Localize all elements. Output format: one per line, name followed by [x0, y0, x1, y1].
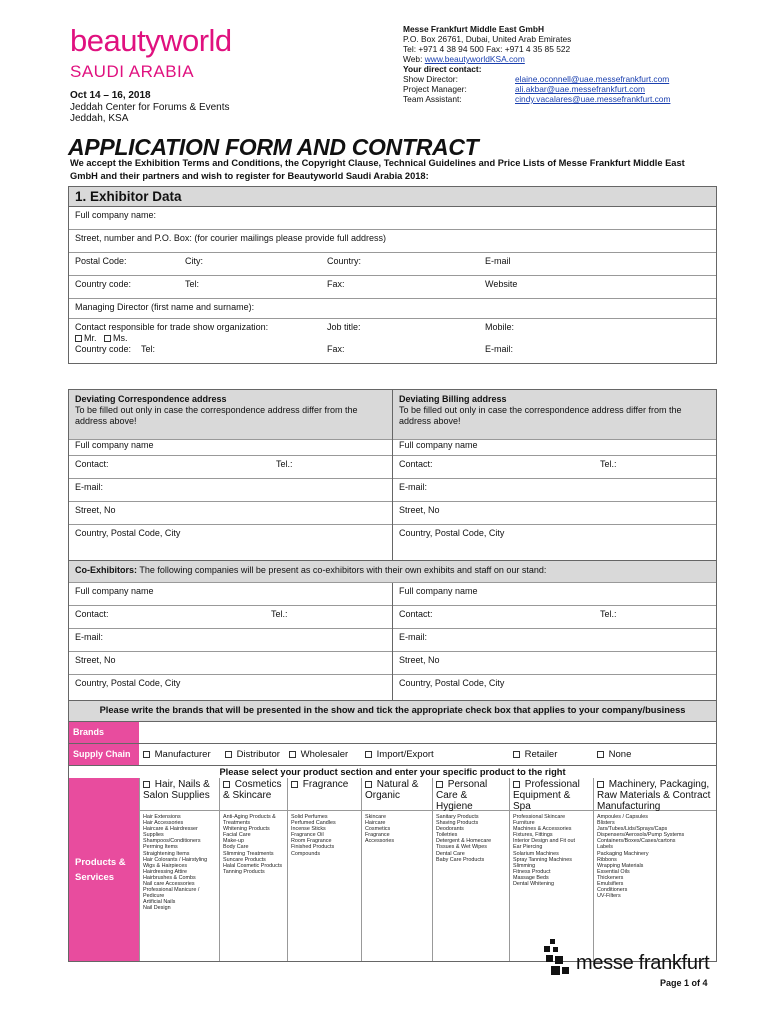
bill-tel-label: Tel.:	[600, 459, 617, 469]
products-services-grid	[69, 778, 716, 961]
organizer-info	[403, 24, 703, 104]
brands-row	[69, 722, 716, 744]
street-field[interactable]	[69, 230, 716, 253]
mobile-field[interactable]	[479, 319, 520, 358]
beautyworld-logo	[70, 23, 232, 82]
website-field[interactable]: Website	[485, 279, 518, 289]
section-items: Ampoules / Capsules Blisters Jars/Tubes/Lids/Sprays/Caps Dispensers/Aerosols/Pump Systems Containers/Boxes/Cases/cartons Labels Packaging Machinery Ribbons Wrapping Materials Essential Oils Thickeners Emulsifiers Conditioners UV-Filters	[597, 814, 685, 900]
job-title-label: Job title:	[327, 322, 361, 332]
section-title-text: Professional Equipment & Spa	[513, 779, 580, 812]
cx1-street-label: Street, No	[75, 655, 116, 665]
products-services-label	[69, 778, 139, 961]
checkbox-icon[interactable]	[143, 781, 150, 788]
organizer-address: P.O. Box 26761, Dubai, United Arab Emirates	[403, 34, 572, 44]
cx2-country-label: Country, Postal Code, City	[399, 678, 505, 688]
corr-full-name-field[interactable]	[69, 440, 392, 456]
intro-text: We accept the Exhibition Terms and Conditions, the Copyright Clause, Technical Guidelines and Price Lists of Messe Frankfurt Middle East GmbH and their partners and wish to register for Beautyworld Saudi Arabia 2018:	[70, 158, 685, 181]
country-code-field[interactable]: Country code:	[75, 279, 132, 289]
managing-director-field[interactable]	[69, 299, 716, 319]
corr-contact-row[interactable]	[69, 456, 392, 479]
deviating-correspondence	[69, 390, 393, 565]
corr-street-label: Street, No	[75, 505, 116, 515]
cx1-contact-label: Contact:	[75, 609, 109, 619]
section-title-text: Fragrance	[302, 779, 349, 790]
corr-email-label: E-mail:	[75, 482, 104, 492]
supply-option-wholesaler[interactable]	[285, 744, 361, 765]
section-items: Skincare Haircare Cosmetics Fragrance Accessories	[365, 814, 395, 845]
billing-header	[393, 390, 716, 440]
checkbox-icon[interactable]	[143, 751, 150, 758]
section-items: Anti-Aging Products & Treatments Whitening Products Facial Care Make-up Body Care Slimming Treatments Suncare Products Halal Cosmetic Products Tanning Products	[223, 814, 283, 875]
messe-frankfurt-text: messe frankfurt	[576, 952, 710, 974]
bill-email-field[interactable]	[393, 479, 716, 502]
deviating-billing	[393, 390, 716, 565]
supply-option-label: None	[608, 749, 632, 760]
supply-option-label: Retailer	[524, 749, 558, 760]
cx1-street-field[interactable]	[69, 652, 392, 675]
section-cosmetics[interactable]	[219, 778, 287, 961]
cx2-email-field[interactable]	[393, 629, 716, 652]
cx1-email-field[interactable]	[69, 629, 392, 652]
bill-email-label: E-mail:	[399, 482, 428, 492]
cx2-tel-label: Tel.:	[600, 609, 617, 619]
corr-tel-label: Tel.:	[276, 459, 293, 469]
bill-country-field[interactable]	[393, 525, 716, 565]
section-items: Professional Skincare Furniture Machines & Accessories Fixtures, Fittings Interior Design and Fit out Ear Piercing Solarium Machines Spray Tanning Machines Slimming Fitness Product Massage Beds Dental Whitening	[513, 814, 576, 888]
section-items: Solid Perfumes Perfumed Candles Incense Sticks Fragrance Oil Room Fragrance Finished Products Compounds	[291, 814, 336, 857]
section-title	[362, 778, 432, 811]
contact-email-link[interactable]: cindy.vacalares@uae.messefrankfurt.com	[515, 94, 671, 104]
supply-option-manufacturer[interactable]	[139, 744, 221, 765]
section-title	[140, 778, 219, 811]
deviating-columns	[69, 390, 716, 565]
exhibitor-data-heading: 1. Exhibitor Data	[69, 187, 716, 207]
ms-label: Ms.	[113, 333, 128, 343]
job-title-field[interactable]	[321, 319, 479, 358]
country-code-tel-row	[75, 344, 315, 355]
fax-field[interactable]: Fax:	[327, 279, 345, 289]
event-info	[70, 90, 230, 125]
cx2-street-field[interactable]	[393, 652, 716, 675]
company-name-label: Full company name:	[75, 210, 157, 220]
page-number: Page 1 of 4	[660, 978, 708, 988]
products-label-line-2: Services	[75, 871, 115, 883]
managing-director-label: Managing Director (first name and surname):	[75, 302, 255, 312]
contact-row	[403, 84, 703, 94]
trade-contact-field[interactable]	[69, 319, 321, 358]
billing-desc: To be filled out only in case the correspondence address differ from the address above!	[399, 405, 682, 426]
contact-row	[403, 74, 703, 84]
cx2-country-field[interactable]	[393, 675, 716, 701]
co-exhibitors-header	[69, 561, 716, 583]
cx2-full-name-label: Full company name	[399, 586, 478, 596]
corr-street-field[interactable]	[69, 502, 392, 525]
section-title	[594, 778, 716, 811]
correspondence-desc: To be filled out only in case the correspondence address differ from the address above!	[75, 405, 358, 426]
section-title	[433, 778, 509, 811]
cx1-full-name-label: Full company name	[75, 586, 154, 596]
phone-row	[69, 276, 716, 299]
co-exhibitors-section	[68, 560, 717, 702]
co-exhibitor-columns	[69, 583, 716, 701]
co-exhibitor-2	[393, 583, 716, 701]
section-natural-organic[interactable]	[361, 778, 432, 961]
organizer-tel-fax: Tel: +971 4 38 94 500 Fax: +971 4 35 85 522	[403, 44, 571, 54]
mr-label: Mr.	[84, 333, 97, 343]
corr-email-field[interactable]	[69, 479, 392, 502]
corr-country-label: Country, Postal Code, City	[75, 528, 181, 538]
checkbox-icon[interactable]	[365, 751, 372, 758]
country-field[interactable]: Country:	[327, 256, 362, 266]
corr-contact-label: Contact:	[75, 459, 109, 469]
products-heading: Please write the brands that will be presented in the show and tick the appropriate check box that applies to your company/business	[69, 701, 716, 722]
section-title-text: Cosmetics & Skincare	[223, 779, 282, 801]
co-exhibitors-label: Co-Exhibitors:	[75, 565, 137, 575]
section-professional-equipment[interactable]	[509, 778, 593, 961]
ms-checkbox[interactable]	[104, 335, 111, 342]
supply-option-label: Wholesaler	[300, 749, 349, 760]
email-field[interactable]: E-mail	[485, 256, 511, 266]
country-code-label-2: Country code:	[75, 344, 132, 354]
bill-full-name-label: Full company name	[399, 440, 478, 450]
salutation-options	[75, 333, 315, 344]
page-title: APPLICATION FORM AND CONTRACT	[68, 134, 479, 160]
brands-label: Brands	[69, 722, 139, 743]
cx2-contact-label: Contact:	[399, 609, 433, 619]
cx2-street-label: Street, No	[399, 655, 440, 665]
correspondence-title: Deviating Correspondence address	[75, 394, 227, 404]
section-machinery-packaging[interactable]	[593, 778, 716, 961]
checkbox-icon[interactable]	[365, 781, 372, 788]
postal-row	[69, 253, 716, 276]
section-title-text: Hair, Nails & Salon Supplies	[143, 779, 210, 801]
supply-option-label: Import/Export	[376, 749, 434, 760]
supply-option-retailer[interactable]	[509, 744, 593, 765]
contact-role: Show Director:	[403, 74, 458, 84]
checkbox-icon[interactable]	[513, 781, 520, 788]
cx2-email-label: E-mail:	[399, 632, 428, 642]
trade-contact-label: Contact responsible for trade show organization:	[75, 322, 269, 332]
tel-label-2: Tel:	[141, 344, 156, 354]
city-field[interactable]: City:	[185, 256, 203, 266]
checkbox-icon[interactable]	[597, 781, 604, 788]
supply-chain-row	[69, 744, 716, 766]
checkbox-icon[interactable]	[225, 751, 232, 758]
trade-contact-row	[69, 319, 716, 363]
section-items: Sanitary Products Shaving Products Deodorants Toiletries Detergent & Homecare Tissues & Wet Wipes Dental Care Baby Care Products	[436, 814, 492, 863]
section-title	[288, 778, 361, 811]
section-title-text: Machinery, Packaging, Raw Materials & Contract Manufacturing	[597, 779, 711, 812]
bill-full-name-field[interactable]	[393, 440, 716, 456]
checkbox-icon[interactable]	[223, 781, 230, 788]
bill-street-field[interactable]	[393, 502, 716, 525]
mobile-label: Mobile:	[485, 322, 515, 332]
cx1-tel-label: Tel.:	[271, 609, 288, 619]
logo-main-text: beautyworld	[70, 23, 232, 58]
contact-role: Team Assistant:	[403, 94, 462, 104]
bill-country-label: Country, Postal Code, City	[399, 528, 505, 538]
mr-checkbox[interactable]	[75, 335, 82, 342]
web-label: Web:	[403, 54, 423, 64]
contact-email-link[interactable]: elaine.oconnell@uae.messefrankfurt.com	[515, 74, 670, 84]
checkbox-icon[interactable]	[513, 751, 520, 758]
cx2-contact-row[interactable]	[393, 606, 716, 629]
organizer-name: Messe Frankfurt Middle East GmbH	[403, 24, 545, 34]
checkbox-icon[interactable]	[597, 751, 604, 758]
section-hair-nails[interactable]	[139, 778, 219, 961]
co-exhibitors-text: The following companies will be present as co-exhibitors with their own exhibits and staff on our stand:	[137, 565, 547, 575]
contact-email-link[interactable]: ali.akbar@uae.messefrankfurt.com	[515, 84, 645, 94]
section-title	[510, 778, 593, 811]
supply-chain-label: Supply Chain	[69, 744, 139, 765]
cx1-email-label: E-mail:	[75, 632, 104, 642]
supply-option-label: Manufacturer	[154, 749, 211, 760]
deviating-address-section	[68, 389, 717, 566]
cx1-full-name-field[interactable]	[69, 583, 392, 606]
company-name-field[interactable]	[69, 207, 716, 230]
section-title-text: Natural & Organic	[365, 779, 419, 801]
correspondence-header	[69, 390, 392, 440]
cx1-country-field[interactable]	[69, 675, 392, 701]
contact-role: Project Manager:	[403, 84, 467, 94]
email-label-2: E-mail:	[485, 344, 514, 354]
corr-country-field[interactable]	[69, 525, 392, 565]
event-date: Oct 14 – 16, 2018	[70, 90, 151, 101]
supply-option-import-export[interactable]	[361, 744, 509, 765]
logo-sub-text: SAUDI ARABIA	[70, 62, 195, 81]
event-city: Jeddah, KSA	[70, 113, 129, 124]
checkbox-icon[interactable]	[436, 781, 443, 788]
cx2-full-name-field[interactable]	[393, 583, 716, 606]
section-title	[220, 778, 287, 811]
exhibitor-data-section	[68, 186, 717, 364]
direct-contact-label: Your direct contact:	[403, 64, 482, 74]
web-link[interactable]: www.beautyworldKSA.com	[424, 54, 525, 64]
bill-contact-row[interactable]	[393, 456, 716, 479]
postal-code-field[interactable]: Postal Code:	[75, 256, 127, 266]
billing-title: Deviating Billing address	[399, 394, 507, 404]
products-label-line-1: Products &	[75, 856, 126, 868]
street-label: Street, number and P.O. Box: (for courier mailings please provide full address)	[75, 233, 386, 243]
checkbox-icon[interactable]	[291, 781, 298, 788]
contact-row	[403, 94, 703, 104]
corr-full-name-label: Full company name	[75, 440, 154, 450]
supply-option-label: Distributor	[236, 749, 280, 760]
event-venue: Jeddah Center for Forums & Events	[70, 101, 230, 113]
section-title-text: Personal Care & Hygiene	[436, 779, 488, 812]
fax-label-2: Fax:	[327, 344, 345, 354]
tel-field[interactable]: Tel:	[185, 279, 200, 289]
product-instruction: Please select your product section and enter your specific product to the right	[219, 767, 566, 777]
supply-option-none[interactable]	[593, 744, 635, 765]
products-section	[68, 700, 717, 962]
bill-street-label: Street, No	[399, 505, 440, 515]
brands-input[interactable]	[139, 722, 716, 743]
section-fragrance[interactable]	[287, 778, 361, 961]
organizer-web-row	[403, 54, 703, 64]
section-items: Hair Extensions Hair Accessories Haircare & Hairdresser Supplies Shampoos/Conditioners Perming Items Straightening Items Hair Colorants / Hairstyling Wigs & Hairpieces Hairdressing Attire Hairbrushes & Combs Nail care Accessories Professional Manicure / Pedicure Artificial Nails Nail Design	[143, 814, 208, 912]
bill-contact-label: Contact:	[399, 459, 433, 469]
cx1-country-label: Country, Postal Code, City	[75, 678, 181, 688]
supply-option-distributor[interactable]	[221, 744, 285, 765]
cx1-contact-row[interactable]	[69, 606, 392, 629]
co-exhibitor-1	[69, 583, 393, 701]
section-personal-care[interactable]	[432, 778, 509, 961]
checkbox-icon[interactable]	[289, 751, 296, 758]
